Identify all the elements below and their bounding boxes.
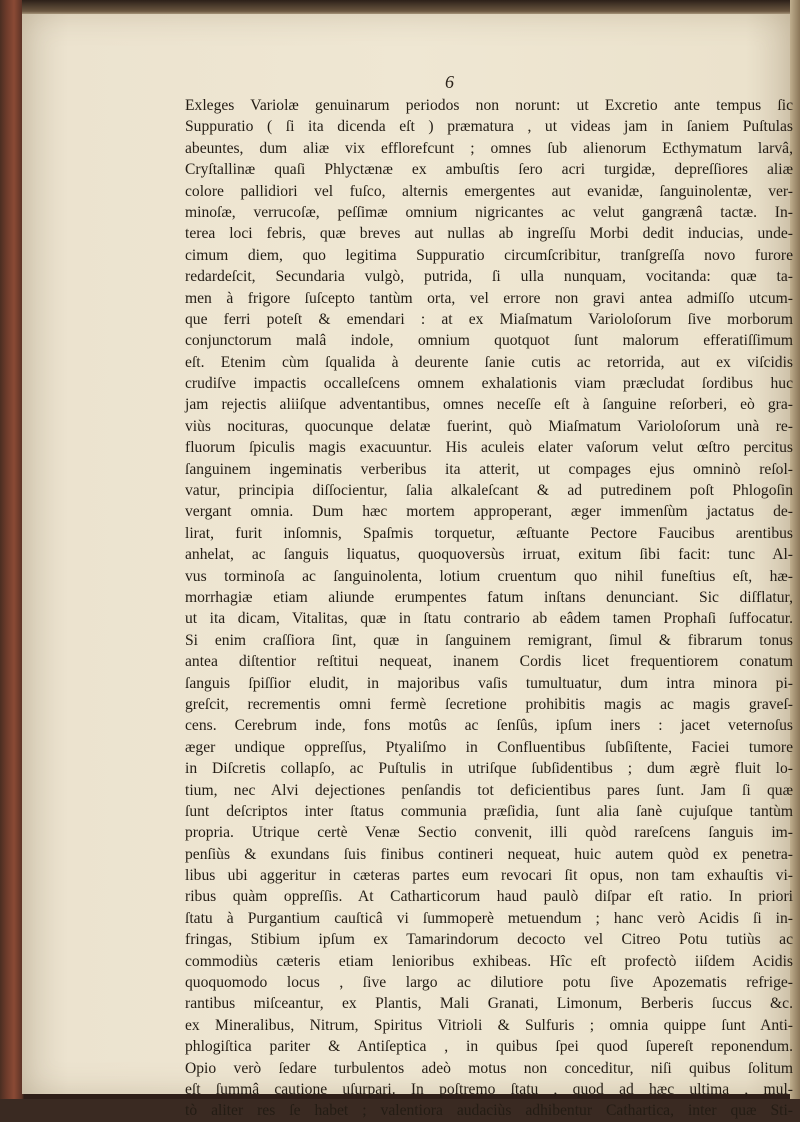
text-line: eſt ſummâ cautione uſurpari. In poſtremo ſtatu , quod ad hæc ultima , mul- [185,1080,793,1098]
text-line: vergant omnia. Dum hæc mortem approperant, æger immenſùm jactatus de- [185,503,793,521]
text-line: minoſæ, verrucoſæ, peſſimæ omnium nigricantes ac velut gangrænâ tactæ. In- [185,203,793,221]
text-line: phlogiſtica pariter & Antiſeptica , in quibus ſpei quod ſupereſt reponendum. [185,1038,793,1056]
text-line: quoquomodo locus , ſive largo ac dilutiore potu ſive Apozematis refrige- [185,974,793,992]
text-line: libus ubi aggeritur in cæteras partes eum revocari ſit opus, non tam exhauſtis vi- [185,867,793,885]
text-line: ribus quàm oppreſſis. At Catharticorum haud paulò diſpar eſt ratio. In priori [185,888,793,906]
text-line: penſiùs & exundans ſuis finibus contineri nequeat, huic autem quòd ex penetra- [185,845,793,863]
text-line: lirat, furit inſomnis, Spaſmis torquetur, æſtuante Pectore Faucibus arentibus [185,524,793,542]
text-line: redardeſcit, Secundaria vulgò, putrida, ſi ulla nunquam, vocitanda: quæ ta- [185,268,793,286]
text-line: ex Mineralibus, Nitrum, Spiritus Vitrioli & Sulfuris ; omnia quippe ſunt Anti- [185,1016,793,1034]
text-line: cens. Cerebrum inde, fons motûs ac ſenſûs, ipſum iners : jacet veternoſus [185,717,793,735]
text-line: fringas, Stibium ipſum ex Tamarindorum decocto vel Citreo Potu tutiùs ac [185,931,793,949]
text-line: ſanguinem ingeminatis verberibus ita atterit, ut compages ejus omninò reſol- [185,460,793,478]
text-line: cimum diem, quo legitima Suppuratio circumſcribitur, tranſgreſſa novo furore [185,246,793,264]
text-line: ſtatu à Purgantium cauſticâ vi ſummoperè metuendum ; hanc verò Acidis ſi in- [185,909,793,927]
text-line: terea loci febris, quæ breves aut nullas ab ingreſſu Morbi dedit inducias, unde- [185,225,793,243]
text-line: que ferri poteſt & emendari : at ex Miaſmatum Varioloſorum ſive morborum [185,310,793,328]
text-line: in Diſcretis collapſo, ac Puſtulis in utriſque ſubſidentibus ; dum ægrè fluit lo- [185,760,793,778]
text-line: Si enim craſſiora ſint, quæ in ſanguinem remigrant, ſimul & fibrarum tonus [185,631,793,649]
text-line: vatur, principia diſſocientur, ſalia alkaleſcant & ad putredinem poſt Phlogoſin [185,482,793,500]
text-line: morrhagiæ etiam aliunde erumpentes fatum inſtans denunciant. Sic diſflatur, [185,588,793,606]
text-line: conjunctorum malâ indole, omnium quotquot ſunt malorum efferatiſſimum [185,332,793,350]
text-line: antea diſtentior reſtitui nequeat, inanem Cordis licet frequentiorem conatum [185,653,793,671]
text-line: anhelat, ac ſanguis liquatus, quoquoversùs irruat, exitum ſibi facit: tunc Al- [185,546,793,564]
text-line: abeuntes, dum aliæ vix efflorefcunt ; omnes ſub alienorum Ecthymatum larvâ, [185,139,793,157]
text-line: ut ita dicam, Vitalitas, quæ in ſtatu contrario ab eâdem tamen Prophaſi ſuffocatur. [185,610,793,628]
text-line: rantibus miſceantur, ex Plantis, Mali Granati, Limonum, Berberis ſuccus &c. [185,995,793,1013]
text-line: jam rejectis aliiſque adventantibus, omnes neceſſe eſt à ſanguine reſorberi, eò gra- [185,396,793,414]
text-line: Exleges Variolæ genuinarum periodos non norunt: ut Excretio ante tempus ſic [185,97,793,114]
text-line: ſanguis ſpiſſior eludit, in majoribus vaſis tumultuatur, dum intra minora pi- [185,674,793,692]
text-line: fluorum ſpiculis magis exacuuntur. His aculeis elater vaſorum velut œſtro percitus [185,439,793,457]
text-line: Cryſtallinæ quaſi Phlyctænæ ex ambuſtis ſero acri turgidæ, depreſſiores aliæ [185,161,793,179]
text-line: tò aliter res ſe habet ; valentiora audaciùs adhibentur Cathartica, inter quæ Sti- [185,1102,793,1120]
text-line: ſunt deſcriptos inter ſtatus communia præſidia, ſunt alia ſanè cujuſque tantùm [185,802,793,820]
text-line: tium, nec Alvi dejectiones penſandis tot deficientibus pares ſunt. Jam ſi quæ [185,781,793,799]
page-number: 6 [445,72,454,92]
text-line: greſcit, recrementis omni fermè ſecretione prohibitis magis ac magis graveſ- [185,695,793,713]
text-line: propria. Utrique certè Venæ Sectio convenit, illi quòd rareſcens ſanguis im- [185,824,793,842]
text-line: Suppuratio ( ſi ita dicenda eſt ) præmatura , ut videas jam in ſaniem Puſtulas [185,118,793,136]
body-text [185,95,793,1122]
text-line: viùs nocituras, quocunque delatæ fuerint, quò Miaſmatum Varioloſorum unà re- [185,417,793,435]
text-line: crudiſve impactis occalleſcens omnem exhalationis viam præcludat ſordibus huc [185,375,793,393]
text-line: men à frigore ſuſcepto tantùm orta, vel errore non gravi antea admiſſo utcum- [185,289,793,307]
text-line: æger undique oppreſſus, Ptyaliſmo in Confluentibus ſubſiſtente, Faciei tumore [185,738,793,756]
text-line: commodiùs cæteris etiam lenioribus exhibeas. Hîc eſt profectò iiſdem Acidis [185,952,793,970]
text-line: colore pallidiori vel fuſco, alternis emergentes aut evanidæ, ſanguinolentæ, ver- [185,182,793,200]
text-line: Opio verò ſedare turbulentos adeò motus non conceditur, niſi quibus ſolitum [185,1059,793,1077]
text-line: vus torminoſa ac ſanguinolenta, lotium cruentum quo nihil funeſtius eſt, hæ- [185,567,793,585]
text-line: eſt. Etenim cùm ſqualida à deurente ſanie cutis ac retorrida, aut ex viſcidis [185,353,793,371]
